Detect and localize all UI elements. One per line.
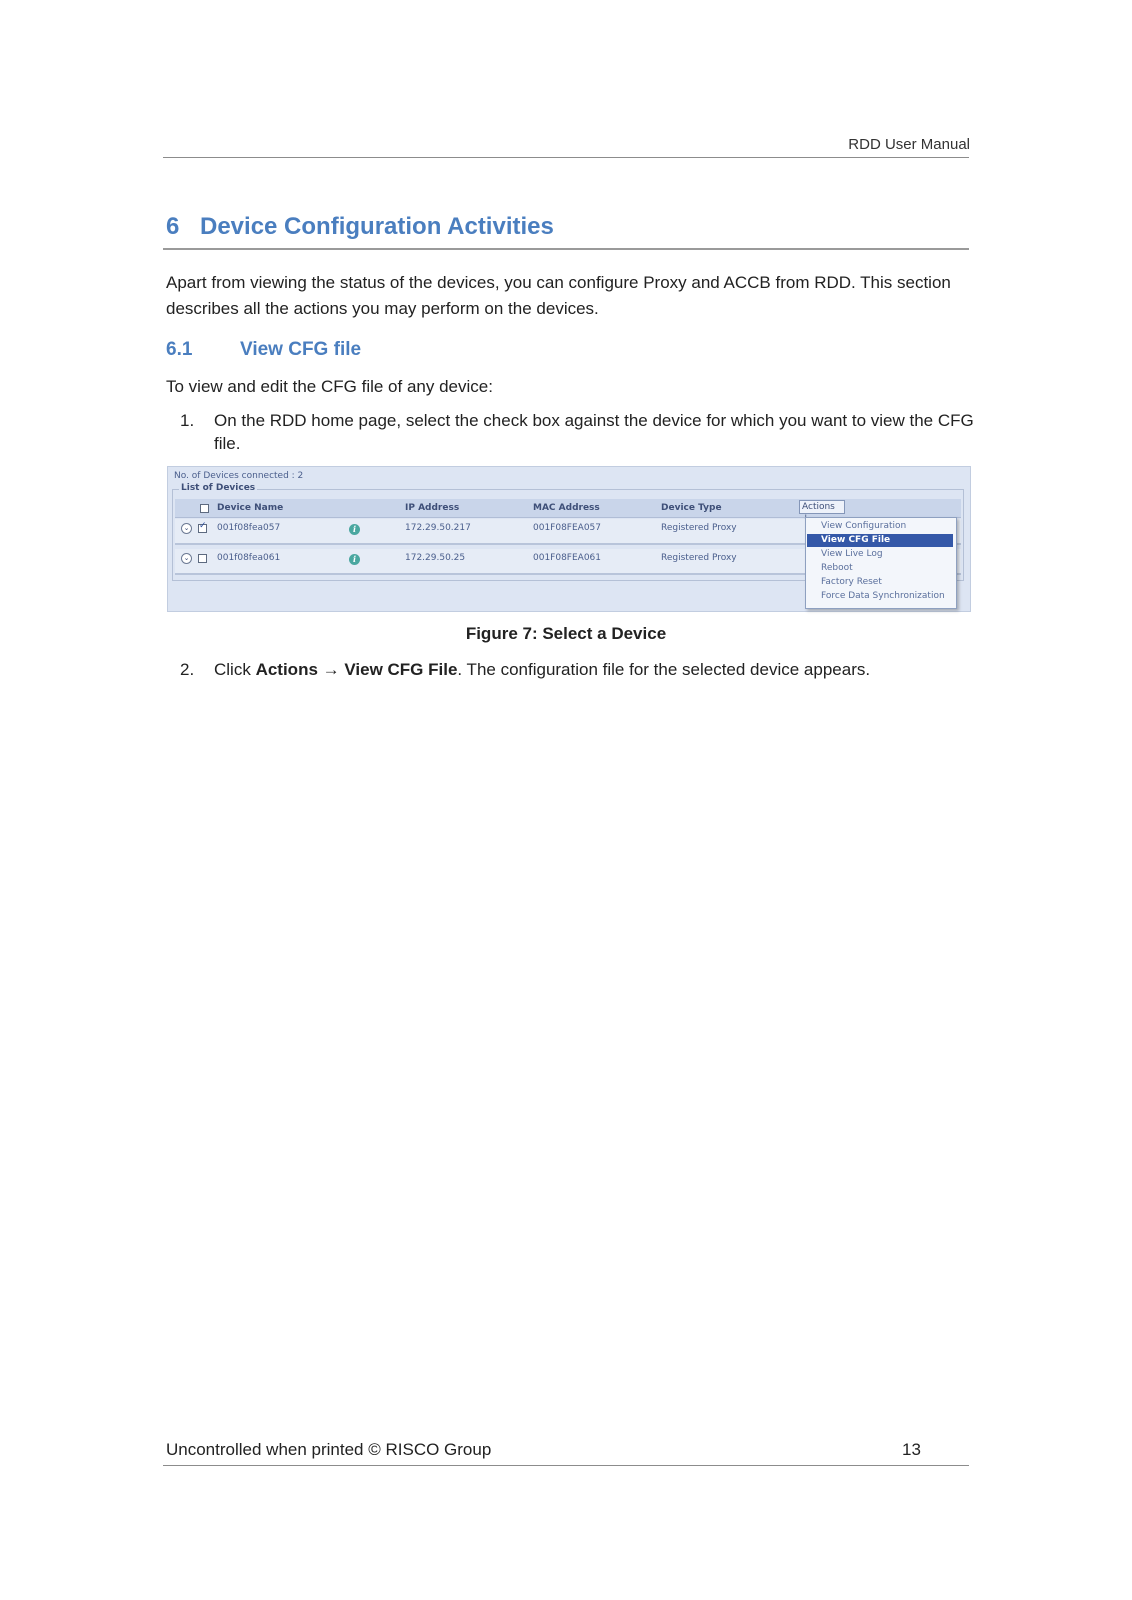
device-type: Registered Proxy: [661, 523, 737, 533]
subsection-heading: [166, 339, 361, 361]
device-list-screenshot: [167, 466, 971, 612]
footer-rule: [163, 1465, 969, 1466]
step-2: [180, 658, 980, 681]
col-ip-address: IP Address: [405, 503, 460, 513]
menu-item-view-live-log[interactable]: View Live Log: [821, 549, 883, 559]
device-name: 001f08fea061: [217, 553, 281, 563]
info-icon[interactable]: i: [349, 524, 360, 535]
step-2-click: Click: [214, 660, 256, 679]
step-2-view-cfg: View CFG File: [344, 660, 458, 679]
running-header: RDD User Manual: [848, 136, 970, 153]
intro-paragraph: Apart from viewing the status of the devices, you can configure Proxy and ACCB from RDD. This section describes all the actions you may perform on the devices.: [166, 273, 951, 318]
menu-item-factory-reset[interactable]: Factory Reset: [821, 577, 882, 587]
row-checkbox[interactable]: [198, 554, 207, 563]
mac-address: 001F08FEA061: [533, 553, 602, 563]
section-number: 6: [166, 213, 180, 240]
row-checkbox[interactable]: [198, 524, 207, 533]
expand-icon[interactable]: ⌄: [181, 523, 192, 534]
mac-address: 001F08FEA057: [533, 523, 602, 533]
ip-address: 172.29.50.217: [405, 523, 471, 533]
menu-item-force-data-sync[interactable]: Force Data Synchronization: [821, 591, 945, 601]
col-mac-address: MAC Address: [533, 503, 600, 513]
info-icon[interactable]: i: [349, 554, 360, 565]
step-1-text: On the RDD home page, select the check box against the device for which you want to view the CFG file.: [214, 411, 974, 453]
header-rule: [163, 157, 969, 158]
actions-dropdown-button[interactable]: Actions: [799, 500, 845, 514]
ip-address: 172.29.50.25: [405, 553, 466, 563]
lead-paragraph: To view and edit the CFG file of any device:: [166, 377, 493, 396]
footer-notice: Uncontrolled when printed © RISCO Group: [166, 1440, 492, 1459]
select-all-checkbox[interactable]: [200, 504, 209, 513]
col-device-type: Device Type: [661, 503, 722, 513]
section-rule: [163, 248, 969, 250]
device-type: Registered Proxy: [661, 553, 737, 563]
col-device-name: Device Name: [217, 503, 284, 513]
step-2-text: [214, 658, 980, 681]
device-name: 001f08fea057: [217, 523, 281, 533]
step-1-number: 1.: [180, 411, 195, 430]
step-2-arrow-icon: →: [317, 660, 345, 679]
expand-icon[interactable]: ⌄: [181, 553, 192, 564]
subsection-number: 6.1: [166, 339, 193, 360]
menu-item-view-cfg-file[interactable]: View CFG File: [807, 534, 953, 547]
section-title: Device Configuration Activities: [200, 213, 554, 240]
devices-count-label: No. of Devices connected : 2: [174, 471, 304, 481]
step-2-rest: . The configuration file for the selected device appears.: [457, 660, 871, 679]
step-2-actions: Actions: [255, 660, 318, 679]
subsection-title: View CFG file: [240, 339, 362, 360]
device-list-legend: List of Devices: [181, 483, 256, 493]
page-number: 13: [902, 1440, 921, 1459]
figure-caption: Figure 7: Select a Device: [465, 624, 667, 643]
step-2-number: 2.: [180, 660, 195, 679]
step-1: [180, 409, 980, 455]
device-table-header: [175, 499, 961, 518]
actions-menu: [805, 517, 957, 609]
menu-item-reboot[interactable]: Reboot: [821, 563, 853, 573]
menu-item-view-configuration[interactable]: View Configuration: [821, 521, 907, 531]
section-heading: [166, 213, 554, 241]
